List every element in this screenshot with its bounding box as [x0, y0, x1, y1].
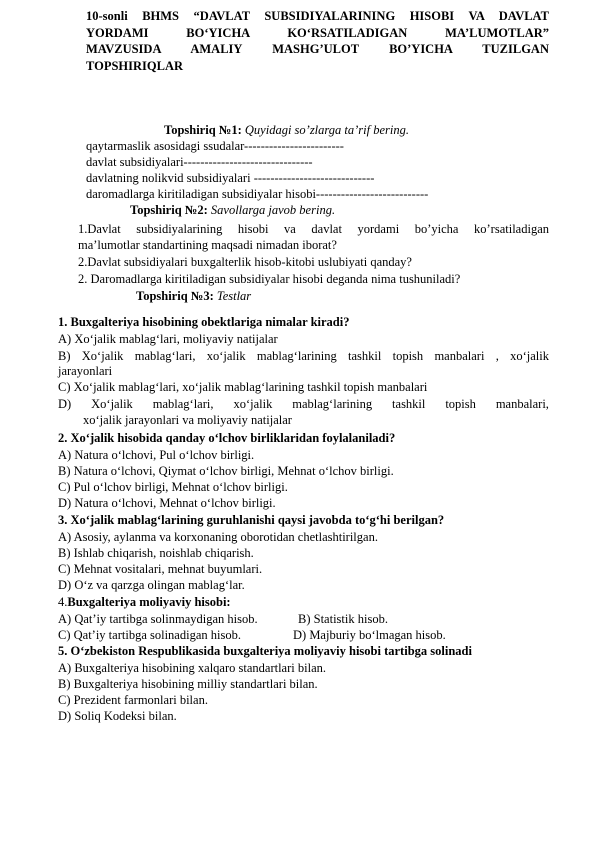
test-q2-option-d: D) Natura o‘lchovi, Mehnat o‘lchov birligi. — [58, 496, 276, 510]
task1-item: daromadlarga kiritiladigan subsidiyalar hisobi--------------------------- — [86, 187, 429, 201]
title-line-4: TOPSHIRIQLAR — [86, 58, 184, 73]
task3-header — [136, 289, 251, 304]
test-question-4 — [58, 595, 231, 610]
test-q3-option-b: B) Ishlab chiqarish, noishlab chiqarish. — [58, 546, 254, 560]
task2-question-3: 2. Daromadlarga kiritiladigan subsidiyalar hisobi deganda nima tushuniladi? — [78, 272, 461, 286]
task1-header — [164, 123, 409, 138]
test-q1-option-d-word: topish — [445, 397, 476, 411]
test-q3-option-a: A) Asosiy, aylanma va korxonaning oborotidan chetlashtirilgan. — [58, 530, 378, 544]
test-q4-option-d: D) Majburiy bo‘lmagan hisob. — [293, 628, 446, 642]
task3-heading: Topshiriq №3: — [136, 289, 214, 303]
test-question-5: 5. O‘zbekiston Respublikasida buxgalteriya moliyaviy hisobi tartibga solinadi — [58, 644, 472, 658]
test-question-3: 3. Xo‘jalik mablag‘larining guruhlanishi qaysi javobda to‘g‘hi berilgan? — [58, 513, 445, 527]
title-line-3: MAVZUSIDA AMALIY MASHG’ULOT BO’YICHA TUZILGAN — [86, 42, 549, 56]
document-title — [86, 8, 549, 74]
test-q1-option-d-word: D) — [58, 397, 72, 411]
test-q1-option-b-line-2: jarayonlari — [58, 364, 113, 378]
task2-question-2: 2.Davlat subsidiyalari buxgalterlik hisob-kitobi uslubiyati qanday? — [78, 255, 412, 269]
test-q1-option-d-word: Xo‘jalik — [91, 397, 133, 411]
test-q1-option-a: A) Xo‘jalik mablag‘lari, moliyaviy natijalar — [58, 332, 278, 346]
task1-heading: Topshiriq №1: — [164, 123, 242, 137]
test-q1-option-d-word: mablag‘larining — [292, 397, 373, 411]
test-q2-option-b: B) Natura o‘lchovi, Qiymat o‘lchov birligi, Mehnat o‘lchov birligi. — [58, 464, 394, 478]
task2-header — [130, 203, 335, 218]
test-q4-option-a: A) Qat’iy tartibga solinmaydigan hisob. — [58, 612, 258, 626]
task1-item: davlatning nolikvid subsidiyalari ----------------------------- — [86, 171, 375, 185]
test-q2-option-a: A) Natura o‘lchovi, Pul o‘lchov birligi. — [58, 448, 255, 462]
test-q3-option-c: C) Mehnat vositalari, mehnat buyumlari. — [58, 562, 263, 576]
task2-heading: Topshiriq №2: — [130, 203, 208, 217]
title-line-1: 10-sonli BHMS “DAVLAT SUBSIDIYALARINING HISOBI VA DAVLAT — [86, 9, 549, 23]
task2-instruction: Savollarga javob bering. — [210, 203, 336, 217]
test-q1-option-d-word: tashkil — [392, 397, 426, 411]
test-q4-text: Buxgalteriya moliyaviy hisobi: — [67, 595, 231, 609]
test-q1-option-d-word: manbalari, — [495, 397, 549, 411]
test-q4-option-b: B) Statistik hisob. — [298, 612, 388, 626]
task1-item: davlat subsidiyalari------------------------------- — [86, 155, 313, 169]
task1-item: qaytarmaslik asosidagi ssudalar------------------------ — [86, 139, 344, 153]
task2-question-1-line-1: 1.Davlat subsidiyalarining hisobi va davlat yordami bo’yicha ko’rsatiladigan — [78, 222, 549, 236]
test-q1-option-d-line-1 — [58, 397, 549, 412]
test-q3-option-d: D) O‘z va qarzga olingan mablag‘lar. — [58, 578, 245, 592]
test-q5-option-d: D) Soliq Kodeksi bilan. — [58, 709, 177, 723]
test-q1-option-d-word: xo‘jalik — [233, 397, 273, 411]
test-q1-option-d-line-2: xo‘jalik jarayonlari va moliyaviy natijalar — [83, 413, 292, 427]
test-question-2: 2. Xo‘jalik hisobida qanday o‘lchov birliklaridan foylalaniladi? — [58, 431, 396, 445]
task2-question-1-line-2: ma’lumotlar standartining maqsadi nimadan iborat? — [78, 238, 337, 252]
test-q2-option-c: C) Pul o‘lchov birligi, Mehnat o‘lchov birligi. — [58, 480, 288, 494]
test-q1-option-d-word: mablag‘lari, — [152, 397, 214, 411]
test-q5-option-b: B) Buxgalteriya hisobining milliy standartlari bilan. — [58, 677, 318, 691]
test-q5-option-c: C) Prezident farmonlari bilan. — [58, 693, 208, 707]
test-question-1: 1. Buxgalteriya hisobining obektlariga nimalar kiradi? — [58, 315, 350, 329]
test-q4-option-c: C) Qat’iy tartibga solinadigan hisob. — [58, 628, 241, 642]
task3-instruction: Testlar — [216, 289, 252, 303]
task1-instruction: Quyidagi so’zlarga ta’rif bering. — [244, 123, 410, 137]
test-q5-option-a: A) Buxgalteriya hisobining xalqaro standartlari bilan. — [58, 661, 326, 675]
test-q1-option-b-line-1: B) Xo‘jalik mablag‘lari, xo‘jalik mablag‘larining tashkil topish manbalari , xo‘jalik — [58, 349, 549, 363]
test-q1-option-c: C) Xo‘jalik mablag‘lari, xo‘jalik mablag‘larining tashkil topish manbalari — [58, 380, 428, 394]
test-q4-number: 4. — [58, 595, 68, 609]
title-line-2: YORDAMI BO‘YICHA KO‘RSATILADIGAN MA’LUMOTLAR” — [86, 25, 549, 40]
